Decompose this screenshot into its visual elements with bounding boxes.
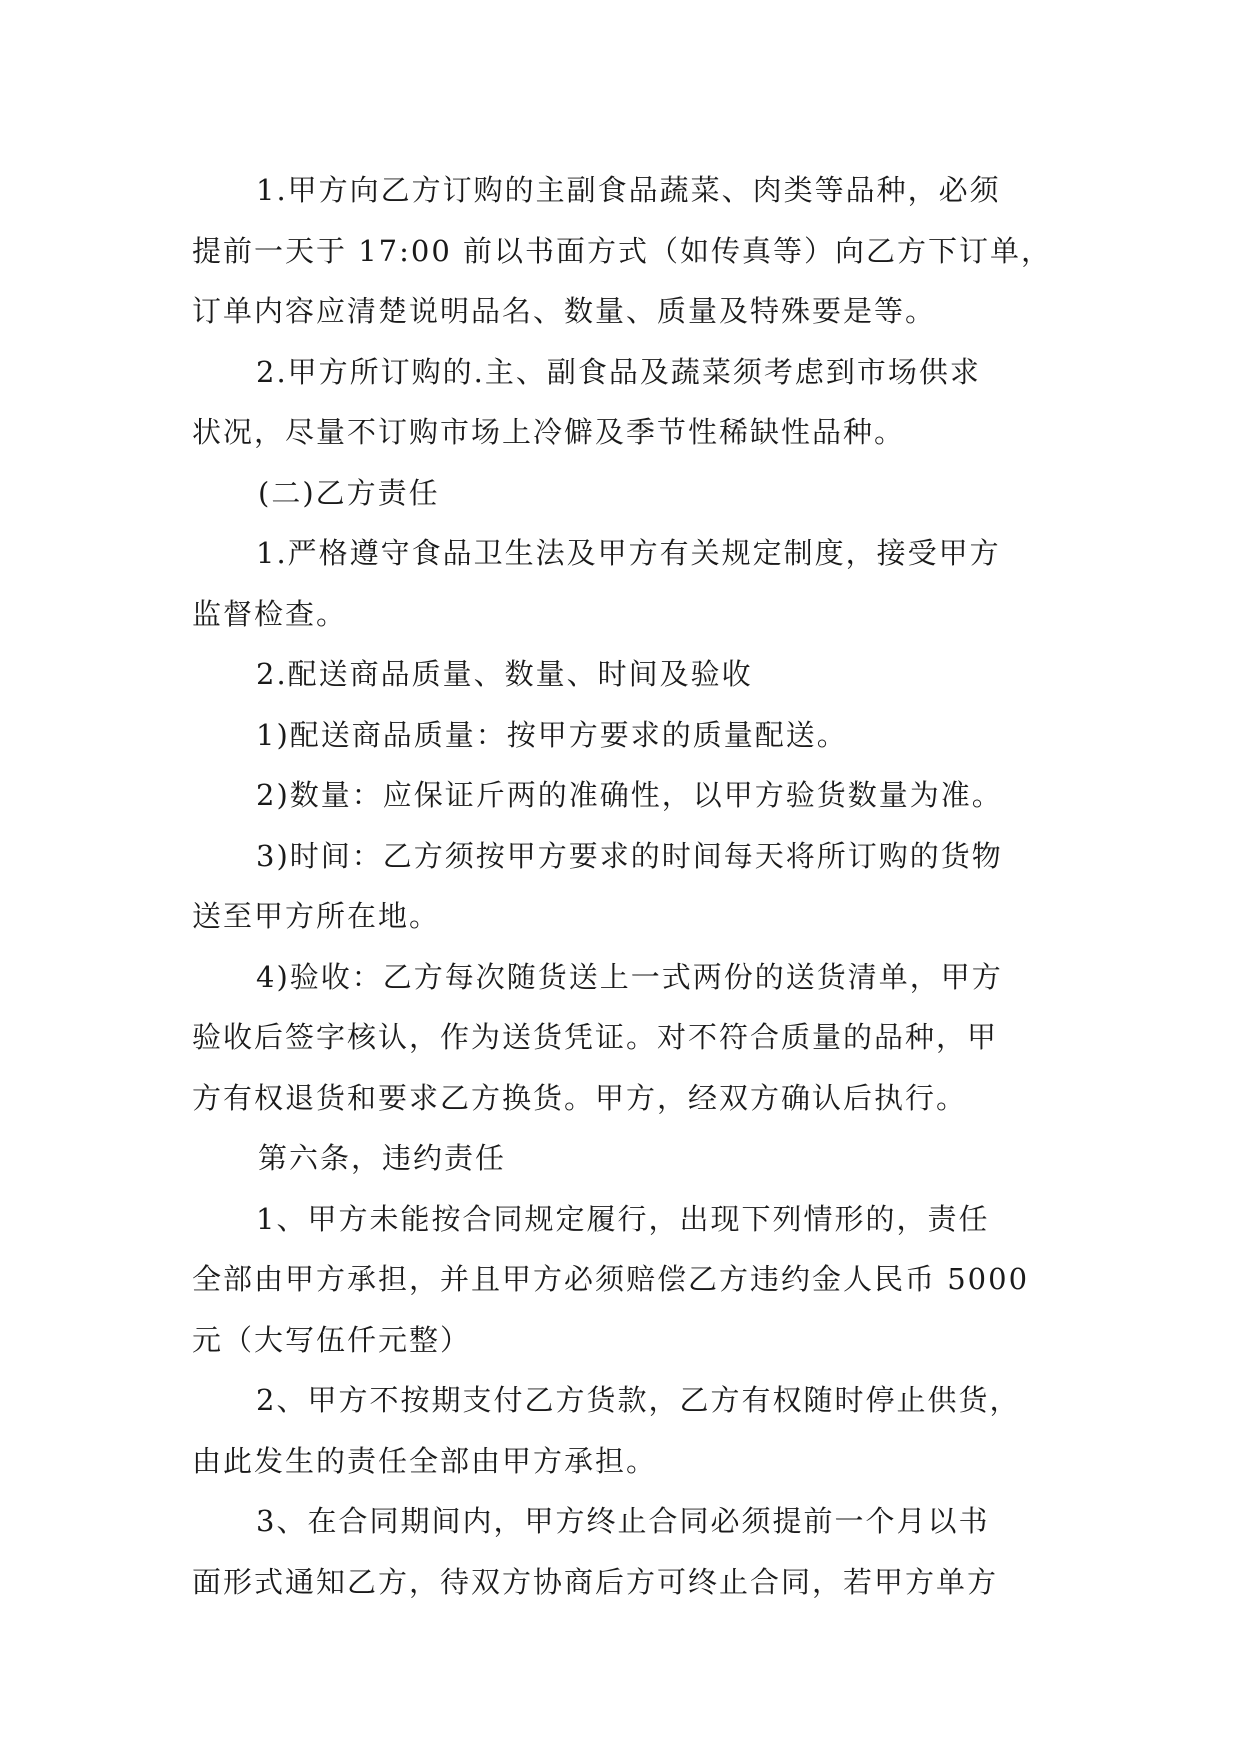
paragraph-line: 元（大写伍仟元整） [192, 1322, 472, 1357]
paragraph-line: 2、甲方不按期支付乙方货款，乙方有权随时停止供货， [256, 1383, 1021, 1417]
paragraph-line: 监督检查。 [192, 596, 348, 631]
paragraph-line: 面形式通知乙方，待双方协商后方可终止合同，若甲方单方 [192, 1564, 999, 1599]
article-heading: 第六条，违约责任 [258, 1141, 507, 1175]
paragraph-line: 1.严格遵守食品卫生法及甲方有关规定制度，接受甲方 [256, 536, 1001, 570]
paragraph-line: 验收后签字核认，作为送货凭证。对不符合质量的品种，甲 [192, 1020, 999, 1054]
paragraph-line: 1、甲方未能按合同规定履行，出现下列情形的，责任 [256, 1201, 990, 1236]
paragraph-line: 2.配送商品质量、数量、时间及验收 [256, 657, 753, 691]
paragraph-line: 1.甲方向乙方订购的主副食品蔬菜、肉类等品种，必须 [256, 173, 1001, 207]
document-body [192, 160, 1052, 1612]
paragraph-line: 2.甲方所订购的.主、副食品及蔬菜须考虑到市场供求 [256, 354, 981, 389]
paragraph-line: 1)配送商品质量：按甲方要求的质量配送。 [256, 717, 848, 752]
paragraph-line: 2)数量：应保证斤两的准确性，以甲方验货数量为准。 [256, 778, 1003, 812]
paragraph-line: 方有权退货和要求乙方换货。甲方，经双方确认后执行。 [192, 1080, 968, 1115]
paragraph-line: 由此发生的责任全部由甲方承担。 [192, 1443, 658, 1478]
paragraph-line: 3、在合同期间内，甲方终止合同必须提前一个月以书 [256, 1504, 990, 1538]
paragraph-line: 送至甲方所在地。 [192, 899, 441, 933]
paragraph-line: 3)时间：乙方须按甲方要求的时间每天将所订购的货物 [256, 838, 1003, 873]
paragraph-line: 状况，尽量不订购市场上冷僻及季节性稀缺性品种。 [192, 415, 906, 449]
paragraph-line: 提前一天于 17:00 前以书面方式（如传真等）向乙方下订单， [192, 233, 1053, 268]
section-heading: (二)乙方责任 [258, 475, 440, 510]
paragraph-line: 全部由甲方承担，并且甲方必须赔偿乙方违约金人民币 5000 [192, 1262, 1030, 1296]
paragraph-line: 4)验收：乙方每次随货送上一式两份的送货清单，甲方 [256, 959, 1003, 994]
paragraph-line: 订单内容应清楚说明品名、数量、质量及特殊要是等。 [192, 294, 937, 328]
